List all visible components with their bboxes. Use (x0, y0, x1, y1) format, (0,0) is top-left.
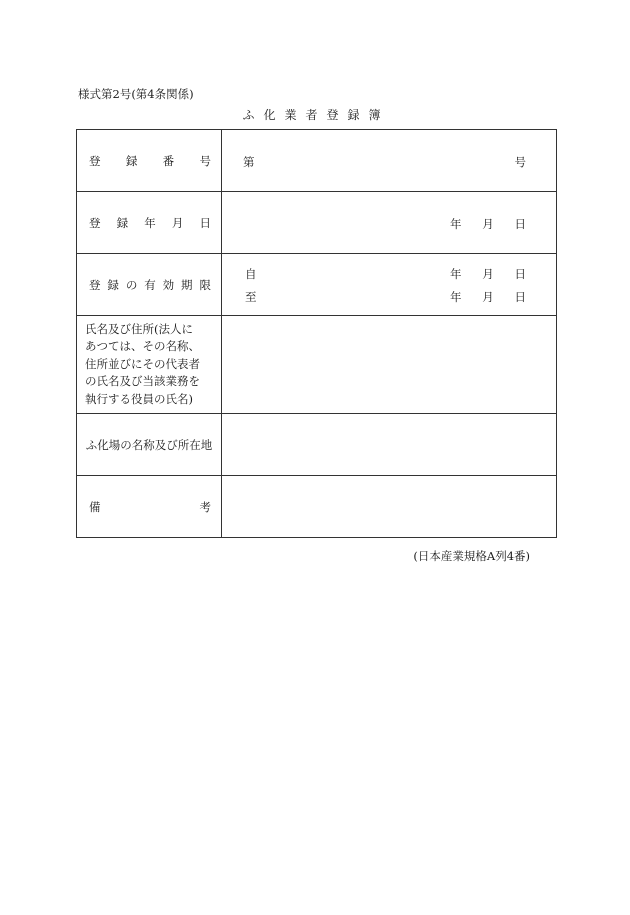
row-hatchery (77, 414, 557, 476)
row-registration-date (77, 192, 557, 254)
validity-to: 至 (245, 290, 257, 304)
validity-from: 自 (245, 267, 257, 281)
number-suffix: 号 (514, 155, 526, 169)
label-registration-number: 登 録 番 号 (77, 130, 222, 192)
date-units: 年 月 日 (450, 217, 526, 231)
field-remarks[interactable] (222, 476, 557, 538)
number-prefix: 第 (243, 155, 255, 169)
row-registration-number (77, 130, 557, 192)
row-name-address (77, 316, 557, 414)
validity-to-units: 年 月 日 (450, 290, 526, 304)
label-hatchery: ふ化場の名称及び所在地 (77, 414, 222, 476)
registration-table (76, 129, 557, 538)
field-name-address[interactable] (222, 316, 557, 414)
field-registration-number[interactable] (222, 130, 557, 192)
label-registration-date: 登 録 年 月 日 (77, 192, 222, 254)
validity-from-units: 年 月 日 (450, 267, 526, 281)
field-validity-period[interactable] (222, 254, 557, 316)
form-title: ふ化業者登録簿 (242, 108, 390, 122)
paper-size-note: (日本産業規格A列4番) (413, 549, 530, 563)
row-validity-period (77, 254, 557, 316)
field-hatchery[interactable] (222, 414, 557, 476)
label-validity-period: 登 録 の 有 効 期 限 (77, 254, 222, 316)
row-remarks (77, 476, 557, 538)
field-registration-date[interactable] (222, 192, 557, 254)
label-remarks: 備 考 (77, 476, 222, 538)
form-number-label: 様式第2号(第4条関係) (78, 87, 194, 101)
label-name-address: 氏名及び住所(法人に あつては、その名称、 住所並びにその代表者 の氏名及び当該業務を 執行する役員の氏名) (77, 316, 222, 414)
